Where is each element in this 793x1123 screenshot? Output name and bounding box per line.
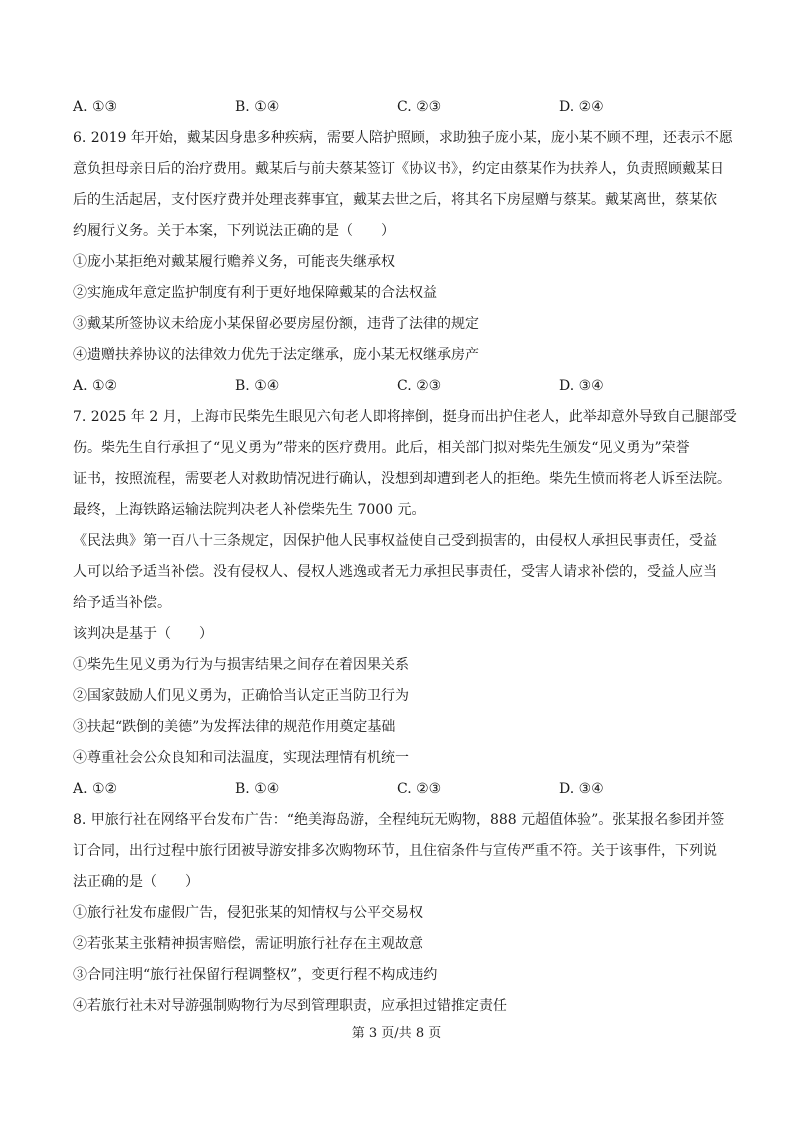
q8-statement-4: ④若旅行社未对导游强制购物行为尽到管理职责，应承担过错推定责任 bbox=[73, 998, 507, 1014]
q6-stem-line: 后的生活起居，支付医疗费并处理丧葬事宜，戴某去世之后，将其名下房屋赠与蔡某。戴某离世，蔡某依 bbox=[73, 192, 717, 208]
q7-statement-3: ③扶起“跌倒的美德”为发挥法律的规范作用奠定基础 bbox=[73, 719, 396, 735]
q8-stem-line: 8. 甲旅行社在网络平台发布广告：“绝美海岛游，全程纯玩无购物，888 元超值体验”。张某报名参团并签 bbox=[73, 812, 725, 828]
q6-option-c[interactable]: C. ②③ bbox=[397, 378, 442, 394]
q7-law-line: 给予适当补偿。 bbox=[73, 595, 171, 611]
q7-law-line: 人可以给予适当补偿。没有侵权人、侵权人逃逸或者无力承担民事责任，受害人请求补偿的，受益人应当 bbox=[73, 564, 717, 580]
q7-question: 该判决是基于（ ） bbox=[73, 626, 213, 642]
q7-statement-1: ①柴先生见义勇为行为与损害结果之间存在着因果关系 bbox=[73, 657, 409, 673]
q7-option-b[interactable]: B. ①④ bbox=[235, 781, 280, 797]
q8-statement-1: ①旅行社发布虚假广告，侵犯张某的知情权与公平交易权 bbox=[73, 905, 423, 921]
exam-page-body bbox=[73, 92, 737, 1022]
q6-statement-2: ②实施成年意定监护制度有利于更好地保障戴某的合法权益 bbox=[73, 285, 437, 301]
question-7 bbox=[73, 402, 737, 805]
q6-statement-4: ④遗赠扶养协议的法律效力优先于法定继承，庞小某无权继承房产 bbox=[73, 347, 479, 363]
q7-stem-line: 最终，上海铁路运输法院判决老人补偿柴先生 7000 元。 bbox=[73, 502, 426, 518]
q5-option-b[interactable]: B. ①④ bbox=[235, 99, 280, 115]
q5-option-a[interactable]: A. ①③ bbox=[73, 99, 118, 115]
q6-stem-line: 意负担母亲日后的治疗费用。戴某后与前夫蔡某签订《协议书》，约定由蔡某作为扶养人，负责照顾戴某日 bbox=[73, 161, 724, 177]
q6-statement-3: ③戴某所签协议未给庞小某保留必要房屋份额，违背了法律的规定 bbox=[73, 316, 479, 332]
q7-option-c[interactable]: C. ②③ bbox=[397, 781, 442, 797]
q7-statement-4: ④尊重社会公众良知和司法温度，实现法理情有机统一 bbox=[73, 750, 409, 766]
q5-option-d[interactable]: D. ②④ bbox=[559, 99, 604, 115]
q6-stem-line: 6. 2019 年开始，戴某因身患多种疾病，需要人陪护照顾，求助独子庞小某，庞小某不顾不理，还表示不愿 bbox=[73, 130, 733, 146]
q6-stem-line: 约履行义务。关于本案，下列说法正确的是（ ） bbox=[73, 223, 395, 239]
question-6 bbox=[73, 123, 733, 402]
q8-stem-line: 法正确的是（ ） bbox=[73, 874, 199, 890]
q8-statement-2: ②若张某主张精神损害赔偿，需证明旅行社存在主观故意 bbox=[73, 936, 423, 952]
q5-options bbox=[73, 92, 725, 123]
q7-option-d[interactable]: D. ③④ bbox=[559, 781, 604, 797]
q6-option-b[interactable]: B. ①④ bbox=[235, 378, 280, 394]
q7-law-line: 《民法典》第一百八十三条规定，因保护他人民事权益使自己受到损害的，由侵权人承担民事责任，受益 bbox=[73, 533, 717, 549]
q7-option-a[interactable]: A. ①② bbox=[73, 781, 118, 797]
q7-options bbox=[73, 774, 725, 805]
q6-options bbox=[73, 371, 725, 402]
q8-stem-line: 订合同，出行过程中旅行团被导游安排多次购物环节，且住宿条件与宣传严重不符。关于该事件，下列说 bbox=[73, 843, 717, 859]
question-8 bbox=[73, 805, 725, 1022]
q6-option-d[interactable]: D. ③④ bbox=[559, 378, 604, 394]
q7-stem-line: 证书，按照流程，需要老人对救助情况进行确认，没想到却遭到老人的拒绝。柴先生愤而将老人诉至法院。 bbox=[73, 471, 731, 487]
q7-statement-2: ②国家鼓励人们见义勇为，正确恰当认定正当防卫行为 bbox=[73, 688, 409, 704]
page-footer: 第 3 页/共 8 页 bbox=[351, 1026, 442, 1041]
q7-stem-line: 伤。柴先生自行承担了“见义勇为”带来的医疗费用。此后，相关部门拟对柴先生颁发“见义勇为”荣誉 bbox=[73, 440, 690, 456]
q6-statement-1: ①庞小某拒绝对戴某履行赡养义务，可能丧失继承权 bbox=[73, 254, 395, 270]
q7-stem-line: 7. 2025 年 2 月，上海市民柴先生眼见六旬老人即将摔倒，挺身而出护住老人，此举却意外导致自己腿部受 bbox=[73, 409, 737, 425]
q5-option-c[interactable]: C. ②③ bbox=[397, 99, 442, 115]
q8-statement-3: ③合同注明“旅行社保留行程调整权”，变更行程不构成违约 bbox=[73, 967, 438, 983]
q6-option-a[interactable]: A. ①② bbox=[73, 378, 118, 394]
